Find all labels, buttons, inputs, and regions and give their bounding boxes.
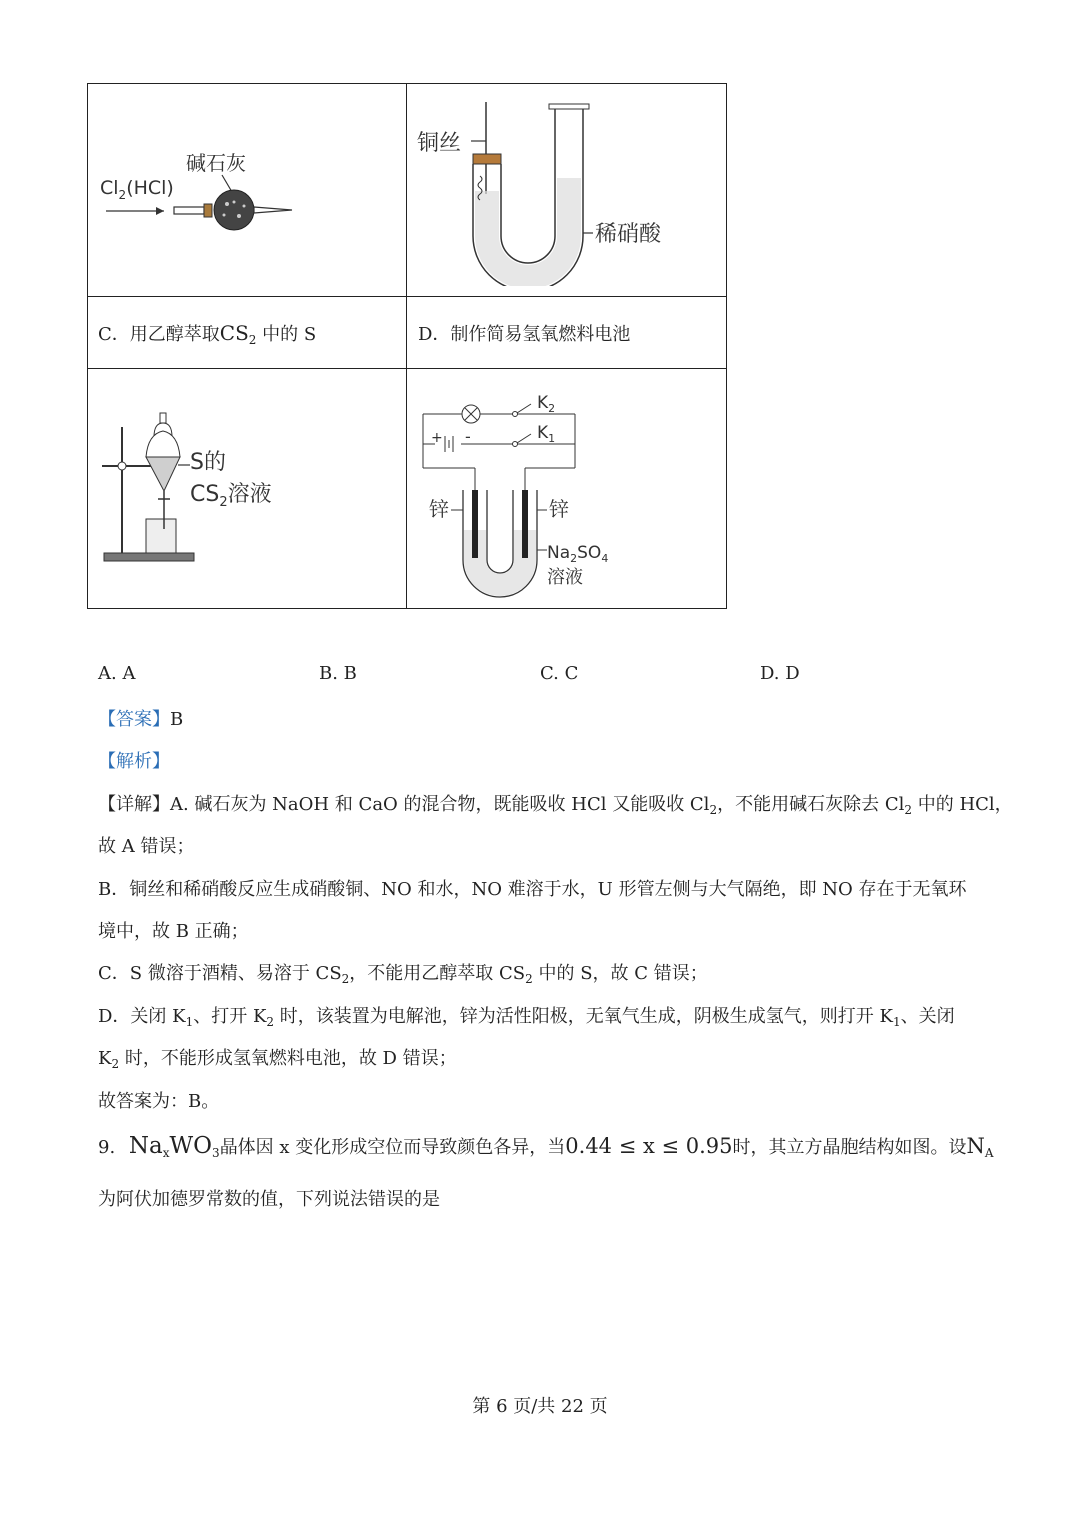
detail-line-6: D．关闭 $K_1$、打开 $K_2$ 时，该装置为电解池，锌为活性阳极，无氧气生成，阴极生成氢气，则打开 $K_1$、关闭 (98, 1006, 955, 1029)
svg-text:锌: 锌 (429, 497, 449, 521)
svg-text:碱石灰: 碱石灰 (186, 151, 246, 175)
apparatus-table (87, 83, 727, 609)
svg-text:溶液: 溶液 (547, 567, 583, 588)
svg-text:-: - (465, 427, 471, 446)
detail-line-4: 境中，故 B 正确； (98, 921, 249, 942)
table-divider-2 (88, 368, 726, 369)
option-d: D. D (760, 663, 800, 684)
option-b: B. B (319, 663, 357, 684)
question-9-line-1: 9. $Na_xWO_3$晶体因 x 变化形成空位而导致颜色各异，当0.44 ≤ x ≤ 0.95时，其立方晶胞结构如图。设$N_A$ (98, 1133, 994, 1160)
svg-text:锌: 锌 (549, 497, 569, 521)
svg-text:铜丝: 铜丝 (417, 131, 462, 156)
svg-text:Na2SO4: $Na_2SO_4$ (547, 543, 609, 565)
detail-line-1: 【详解】A. 碱石灰为 NaOH 和 CaO 的混合物，既能吸收 HCl 又能吸收 $Cl_2$，不能用碱石灰除去 $Cl_2$ 中的 HCl， (98, 794, 1013, 817)
figure-d-fuel-cell-circuit (413, 380, 653, 600)
table-divider-vertical (406, 84, 407, 608)
cell-c-label: C．用乙醇萃取$CS_2$ 中的 S (98, 321, 317, 347)
figure-c-separatory-funnel (98, 409, 298, 569)
page-footer: 第 6 页/共 22 页 (472, 1396, 608, 1417)
detail-line-3: B．铜丝和稀硝酸反应生成硝酸铜、NO 和水，NO 难溶于水，U 形管左侧与大气隔绝，即 NO 存在于无氧环 (98, 879, 967, 900)
table-divider-1 (88, 296, 726, 297)
detail-line-8: 故答案为：B。 (98, 1091, 220, 1112)
option-a: A. A (98, 663, 136, 684)
option-c: C. C (540, 663, 579, 684)
svg-text:K2: $K_2$ (537, 393, 556, 415)
svg-text:Cl2(HCl): $Cl_2(HCl)$ (100, 177, 174, 202)
svg-text:稀硝酸: 稀硝酸 (595, 222, 662, 247)
detail-line-7: $K_2$ 时，不能形成氢氧燃料电池，故 D 错误； (98, 1048, 457, 1071)
svg-text:CS2溶液: $CS_2$溶液 (190, 482, 272, 510)
figure-b-u-tube (413, 96, 673, 286)
cell-d-label: D．制作简易氢氧燃料电池 (418, 324, 631, 345)
detail-line-5: C．S 微溶于酒精、易溶于 $CS_2$，不能用乙醇萃取 $CS_2$ 中的 S，故 C 错误； (98, 963, 708, 986)
svg-text:+: + (431, 430, 443, 446)
answer-line: 【答案】B (98, 709, 184, 730)
svg-text:K1: $K_1$ (537, 423, 556, 445)
figure-a-drying-tube (94, 140, 294, 240)
detail-line-2: 故 A 错误； (98, 836, 195, 857)
svg-text:S的: S的 (190, 450, 226, 475)
question-9-line-2: 为阿伏加德罗常数的值，下列说法错误的是 (98, 1189, 440, 1210)
analysis-tag: 【解析】 (98, 751, 170, 772)
